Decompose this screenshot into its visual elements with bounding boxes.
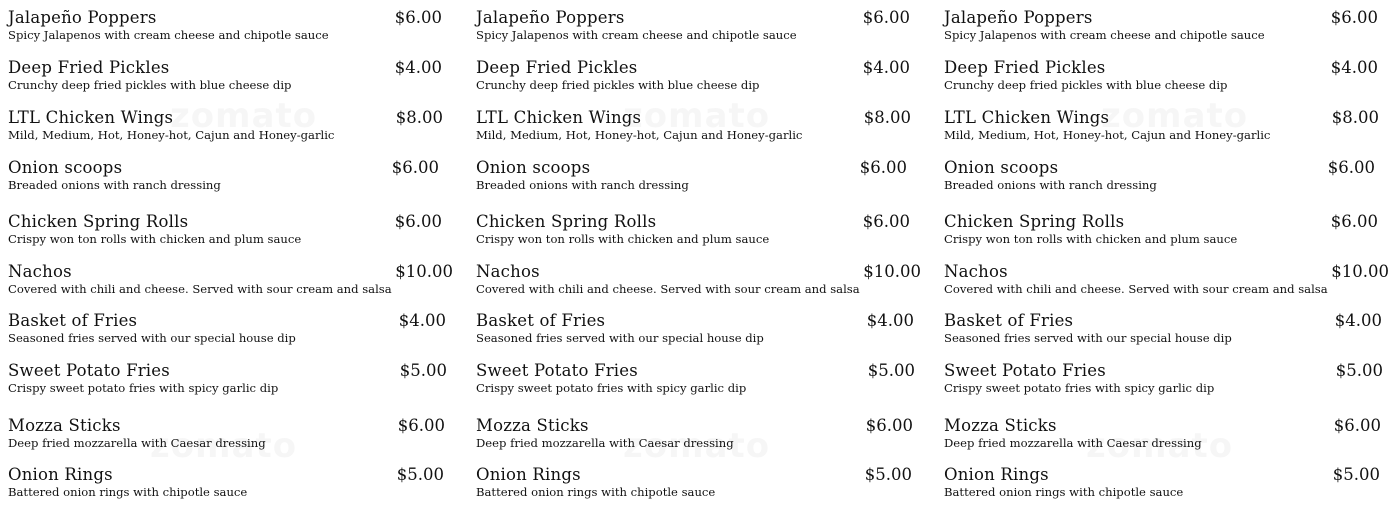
item-price: $6.00 <box>391 158 439 177</box>
menu-item <box>944 58 1389 102</box>
item-description: Battered onion rings with chipotle sauce <box>8 485 248 499</box>
menu-item <box>476 311 921 355</box>
item-description: Crunchy deep fried pickles with blue cheese dip <box>476 78 760 92</box>
item-price: $8.00 <box>1331 108 1379 127</box>
item-description: Crispy sweet potato fries with spicy garlic dip <box>8 381 279 395</box>
item-description: Spicy Jalapenos with cream cheese and chipotle sauce <box>476 28 797 42</box>
item-name: Nachos <box>8 262 72 281</box>
item-price: $5.00 <box>1335 361 1383 380</box>
item-price: $6.00 <box>1327 158 1375 177</box>
menu-item <box>476 262 921 306</box>
item-name: Chicken Spring Rolls <box>944 212 1125 231</box>
item-name: Sweet Potato Fries <box>944 361 1106 380</box>
item-name: Deep Fried Pickles <box>8 58 170 77</box>
menu-item <box>8 361 453 405</box>
menu-column-1 <box>0 0 455 500</box>
item-description: Crispy sweet potato fries with spicy garlic dip <box>476 381 747 395</box>
item-price: $8.00 <box>395 108 443 127</box>
item-price: $4.00 <box>862 58 910 77</box>
menu-item <box>8 58 453 102</box>
item-name: Onion Rings <box>476 465 581 484</box>
item-description: Breaded onions with ranch dressing <box>8 178 221 192</box>
item-description: Seasoned fries served with our special house dip <box>8 331 296 345</box>
item-name: Basket of Fries <box>944 311 1074 330</box>
item-price: $6.00 <box>397 416 445 435</box>
item-description: Crunchy deep fried pickles with blue cheese dip <box>944 78 1228 92</box>
item-name: Deep Fried Pickles <box>476 58 638 77</box>
item-price: $6.00 <box>859 158 907 177</box>
menu-column-3 <box>936 0 1391 500</box>
item-name: Mozza Sticks <box>944 416 1057 435</box>
menu-item <box>8 416 453 460</box>
item-price: $4.00 <box>1330 58 1378 77</box>
item-price: $4.00 <box>394 58 442 77</box>
item-price: $5.00 <box>396 465 444 484</box>
menu-item <box>944 311 1389 355</box>
item-price: $6.00 <box>1330 212 1378 231</box>
item-price: $6.00 <box>862 212 910 231</box>
menu-item <box>944 8 1389 52</box>
item-name: Mozza Sticks <box>476 416 589 435</box>
item-price: $5.00 <box>399 361 447 380</box>
menu-item <box>944 465 1389 509</box>
item-description: Covered with chili and cheese. Served with sour cream and salsa <box>944 282 1328 296</box>
item-price: $5.00 <box>1332 465 1380 484</box>
menu-item <box>8 465 453 509</box>
item-description: Crispy won ton rolls with chicken and plum sauce <box>476 232 770 246</box>
item-price: $6.00 <box>394 8 442 27</box>
menu-item <box>476 361 921 405</box>
item-price: $6.00 <box>865 416 913 435</box>
item-description: Battered onion rings with chipotle sauce <box>944 485 1184 499</box>
item-price: $4.00 <box>398 311 446 330</box>
menu-item <box>476 8 921 52</box>
item-description: Deep fried mozzarella with Caesar dressing <box>8 436 266 450</box>
item-description: Crispy won ton rolls with chicken and plum sauce <box>944 232 1238 246</box>
item-name: Deep Fried Pickles <box>944 58 1106 77</box>
menu-item <box>8 158 453 202</box>
item-name: Sweet Potato Fries <box>8 361 170 380</box>
item-name: Sweet Potato Fries <box>476 361 638 380</box>
menu-item <box>8 8 453 52</box>
item-name: Onion scoops <box>944 158 1059 177</box>
item-description: Covered with chili and cheese. Served with sour cream and salsa <box>476 282 860 296</box>
item-price: $4.00 <box>866 311 914 330</box>
menu-item <box>476 158 921 202</box>
item-description: Mild, Medium, Hot, Honey-hot, Cajun and Honey-garlic <box>8 128 335 142</box>
item-name: Nachos <box>476 262 540 281</box>
item-name: Jalapeño Poppers <box>8 8 157 27</box>
menu-item <box>944 158 1389 202</box>
menu-item <box>8 212 453 256</box>
menu-column-2 <box>468 0 923 500</box>
item-price: $6.00 <box>394 212 442 231</box>
item-price: $10.00 <box>395 262 453 281</box>
item-description: Covered with chili and cheese. Served with sour cream and salsa <box>8 282 392 296</box>
item-name: Onion scoops <box>8 158 123 177</box>
item-description: Crispy sweet potato fries with spicy garlic dip <box>944 381 1215 395</box>
menu-item <box>944 262 1389 306</box>
item-name: Basket of Fries <box>8 311 138 330</box>
item-price: $6.00 <box>1330 8 1378 27</box>
menu-item <box>8 311 453 355</box>
item-name: Onion scoops <box>476 158 591 177</box>
menu-item <box>476 416 921 460</box>
item-description: Seasoned fries served with our special house dip <box>476 331 764 345</box>
item-name: Chicken Spring Rolls <box>476 212 657 231</box>
item-description: Mild, Medium, Hot, Honey-hot, Cajun and Honey-garlic <box>944 128 1271 142</box>
item-price: $6.00 <box>862 8 910 27</box>
item-price: $5.00 <box>864 465 912 484</box>
item-description: Crispy won ton rolls with chicken and plum sauce <box>8 232 302 246</box>
menu-item <box>476 465 921 509</box>
item-description: Seasoned fries served with our special house dip <box>944 331 1232 345</box>
item-description: Breaded onions with ranch dressing <box>476 178 689 192</box>
item-description: Deep fried mozzarella with Caesar dressing <box>476 436 734 450</box>
item-name: Basket of Fries <box>476 311 606 330</box>
item-description: Spicy Jalapenos with cream cheese and chipotle sauce <box>8 28 329 42</box>
item-name: Onion Rings <box>944 465 1049 484</box>
item-name: Mozza Sticks <box>8 416 121 435</box>
item-description: Battered onion rings with chipotle sauce <box>476 485 716 499</box>
menu-item <box>476 212 921 256</box>
item-description: Spicy Jalapenos with cream cheese and chipotle sauce <box>944 28 1265 42</box>
item-price: $5.00 <box>867 361 915 380</box>
item-description: Breaded onions with ranch dressing <box>944 178 1157 192</box>
menu-item <box>8 108 453 152</box>
item-description: Deep fried mozzarella with Caesar dressing <box>944 436 1202 450</box>
item-price: $10.00 <box>863 262 921 281</box>
menu-item <box>476 108 921 152</box>
menu-item <box>944 108 1389 152</box>
menu-item <box>8 262 453 306</box>
menu-item <box>944 212 1389 256</box>
item-name: Jalapeño Poppers <box>476 8 625 27</box>
item-price: $10.00 <box>1331 262 1389 281</box>
item-price: $4.00 <box>1334 311 1382 330</box>
item-name: Onion Rings <box>8 465 113 484</box>
item-name: Chicken Spring Rolls <box>8 212 189 231</box>
item-price: $6.00 <box>1333 416 1381 435</box>
menu-item <box>944 361 1389 405</box>
menu-item <box>944 416 1389 460</box>
item-name: Nachos <box>944 262 1008 281</box>
item-name: LTL Chicken Wings <box>476 108 642 127</box>
item-name: LTL Chicken Wings <box>944 108 1110 127</box>
item-name: Jalapeño Poppers <box>944 8 1093 27</box>
item-price: $8.00 <box>863 108 911 127</box>
menu-item <box>476 58 921 102</box>
item-description: Crunchy deep fried pickles with blue cheese dip <box>8 78 292 92</box>
item-description: Mild, Medium, Hot, Honey-hot, Cajun and Honey-garlic <box>476 128 803 142</box>
item-name: LTL Chicken Wings <box>8 108 174 127</box>
